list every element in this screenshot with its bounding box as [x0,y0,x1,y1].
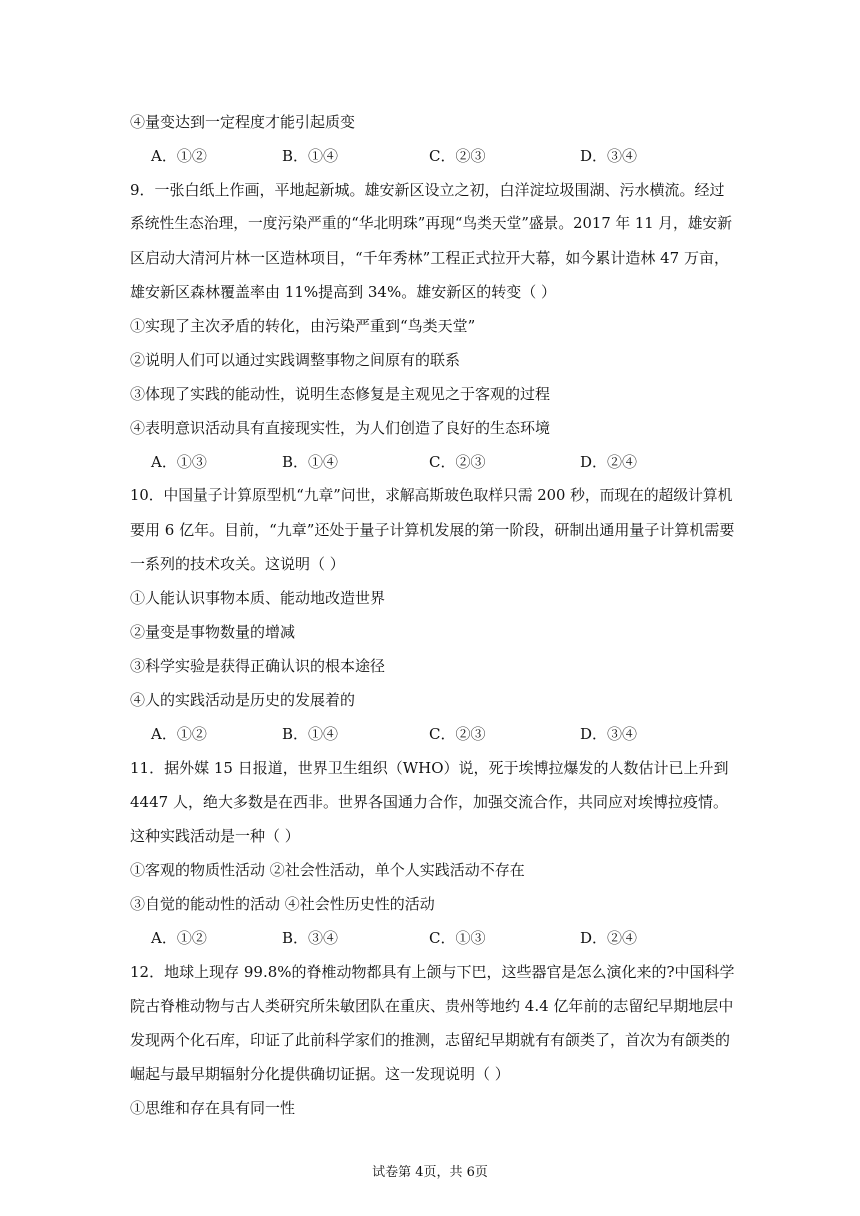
q12-stem-line-3: 发现两个化石库，印证了此前科学家们的推测，志留纪早期就有有颌类了，首次为有颌类的 [130,1031,731,1049]
q8-option-a: A．①② [151,147,207,165]
q10-option-d: D．③④ [580,725,638,743]
q10-options [151,724,740,744]
q10-item-1: ①人能认识事物本质、能动地改造世界 [130,589,386,607]
q12-stem-line-4: 崛起与最早期辐射分化提供确切证据。这一发现说明（ ） [130,1065,510,1083]
q12-stem-line-2: 院古脊椎动物与古人类研究所朱敏团队在重庆、贵州等地约 4.4 亿年前的志留纪早期地层中 [130,997,734,1015]
page-footer: 试卷第 4页，共 6页 [372,1165,488,1180]
q9-option-c: C．②③ [429,453,486,471]
q11-stem-line-3: 这种实践活动是一种（ ） [130,827,300,845]
q11-options [151,928,740,948]
q9-stem-line-2: 系统性生态治理，一度污染严重的“华北明珠”再现“鸟类天堂”盛景。2017 年 11 月，雄安新 [130,215,733,232]
q10-stem-line-1: 10．中国量子计算原型机“九章”问世，求解高斯玻色取样只需 200 秒，而现在的超级计算机 [130,487,733,504]
q11-option-c: C．①③ [429,929,486,947]
q8-option-d: D．③④ [580,147,638,165]
q8-options [151,146,740,166]
q10-option-c: C．②③ [429,725,486,743]
q9-option-d: D．②④ [580,453,638,471]
q9-option-a: A．①③ [151,453,207,471]
q9-option-b: B．①④ [282,453,339,471]
q9-item-4: ④表明意识活动具有直接现实性，为人们创造了良好的生态环境 [130,419,551,437]
q9-stem-line-3: 区启动大清河片林一区造林项目，“千年秀林”工程正式拉开大幕，如今累计造林 47 万亩， [130,249,729,267]
q11-option-b: B．③④ [282,929,339,947]
q12-item-1: ①思维和存在具有同一性 [130,1099,296,1117]
q8-item-4: ④量变达到一定程度才能引起质变 [130,113,356,131]
q11-option-d: D．②④ [580,929,638,947]
q10-option-b: B．①④ [282,725,339,743]
q10-option-a: A．①② [151,725,207,743]
q12-stem-line-1: 12．地球上现存 99.8%的脊椎动物都具有上颌与下巴，这些器官是怎么演化来的?中国科学 [130,963,735,981]
q11-stem-line-2: 4447 人，绝大多数是在西非。世界各国通力合作，加强交流合作，共同应对埃博拉疫情。 [130,793,728,811]
q10-stem-line-2: 要用 6 亿年。目前，“九章”还处于量子计算机发展的第一阶段，研制出通用量子计算机需要 [130,521,735,539]
q9-item-1: ①实现了主次矛盾的转化，由污染严重到“鸟类天堂” [130,317,476,335]
q10-item-4: ④人的实践活动是历史的发展着的 [130,691,356,709]
q11-stem-line-1: 11．据外媒 15 日报道，世界卫生组织（WHO）说，死于埃博拉爆发的人数估计已上升到 [130,759,729,777]
q9-item-2: ②说明人们可以通过实践调整事物之间原有的联系 [130,351,461,369]
q9-item-3: ③体现了实践的能动性，说明生态修复是主观见之于客观的过程 [130,385,551,403]
q11-items-3-4: ③自觉的能动性的活动 ④社会性历史性的活动 [130,895,435,913]
q8-option-b: B．①④ [282,147,339,165]
q9-stem-line-1: 9．一张白纸上作画，平地起新城。雄安新区设立之初，白洋淀垃圾围湖、污水横流。经过 [130,181,725,199]
q10-stem-line-3: 一系列的技术攻关。这说明（ ） [130,555,345,573]
q8-option-c: C．②③ [429,147,486,165]
q9-options [151,452,740,472]
q10-item-2: ②量变是事物数量的增减 [130,623,296,641]
q11-option-a: A．①② [151,929,207,947]
q10-item-3: ③科学实验是获得正确认识的根本途径 [130,657,386,675]
q9-stem-line-4: 雄安新区森林覆盖率由 11%提高到 34%。雄安新区的转变（ ） [130,283,556,301]
q11-items-1-2: ①客观的物质性活动 ②社会性活动，单个人实践活动不存在 [130,861,525,879]
